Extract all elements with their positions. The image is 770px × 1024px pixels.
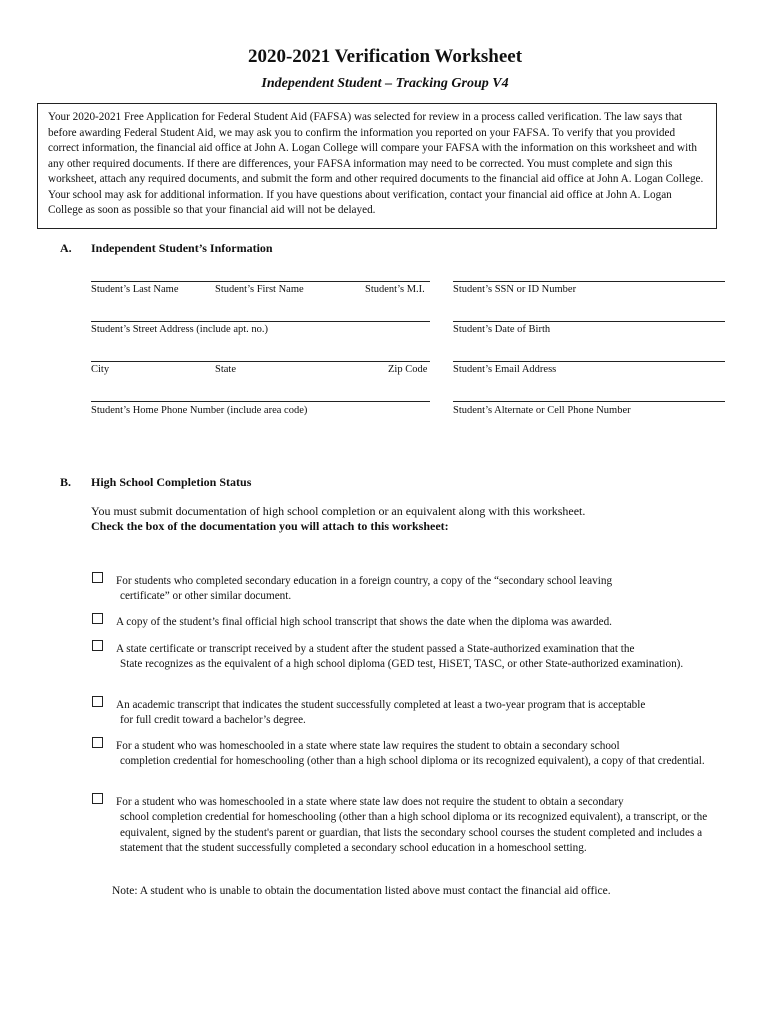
section-a-letter: A. xyxy=(60,241,72,255)
dob-label: Student’s Date of Birth xyxy=(453,324,551,335)
street-input-line[interactable] xyxy=(91,321,430,322)
ssn-input-line[interactable] xyxy=(453,281,725,282)
page-title: 2020-2021 Verification Worksheet xyxy=(247,46,523,67)
intro-box: Your 2020-2021 Free Application for Federal Student Aid (FAFSA) was selected for review in a process called verification. The law says that before awarding Federal Student Aid, we may ask you to confirm the information you reported on your FAFSA. To verify that you provided correct information, the financial aid office at John A. Logan College will compare your FAFSA with the information on this worksheet and with any other required documents. If there are differences, your FAFSA information may need to be corrected. You must complete and sign this worksheet, attach any required documents, and submit the form and other required documents to the financial aid office at John A. Logan College. Your school may ask for additional information. If you have questions about verification, contact your financial aid office at John A. Logan College as soon as possible so that your financial aid will not be delayed. xyxy=(37,103,717,229)
last-name-label: Student’s Last Name xyxy=(91,284,179,295)
dob-input-line[interactable] xyxy=(453,321,725,322)
option-transcript-text: A copy of the student’s final official high school transcript that shows the date when the diploma was awarded. xyxy=(116,616,612,628)
city-label: City xyxy=(91,364,110,375)
alt-phone-label: Student’s Alternate or Cell Phone Number xyxy=(453,405,631,416)
ssn-label: Student’s SSN or ID Number xyxy=(453,284,577,295)
page-subtitle: Independent Student – Tracking Group V4 xyxy=(261,76,509,91)
option-state-certificate-text: A state certificate or transcript received by a student after the student passed a State-authorized examination that the State recognizes as the equivalent of a high school diploma (GED test, HiSET, TASC, or other State-authorized examination). xyxy=(116,643,684,671)
section-a-title: Independent Student’s Information xyxy=(91,241,273,255)
option-homeschool-credential-checkbox[interactable] xyxy=(92,737,103,748)
mi-label: Student’s M.I. xyxy=(365,284,425,295)
email-input-line[interactable] xyxy=(453,361,725,362)
city-state-zip-input-line[interactable] xyxy=(91,361,430,362)
option-homeschool-credential-text: For a student who was homeschooled in a state where state law requires the student to obtain a secondary school completion credential for homeschooling (other than a high school diploma or its recognized equivalent), a copy of that credential. xyxy=(116,740,705,768)
state-label: State xyxy=(215,364,236,375)
option-foreign-checkbox[interactable] xyxy=(92,572,103,583)
option-academic-transcript-checkbox[interactable] xyxy=(92,696,103,707)
option-transcript-checkbox[interactable] xyxy=(92,613,103,624)
option-homeschool-transcript-checkbox[interactable] xyxy=(92,793,103,804)
option-academic-transcript-text: An academic transcript that indicates the student successfully completed at least a two-year program that is acceptable for full credit toward a bachelor’s degree. xyxy=(116,699,646,727)
section-b-title: High School Completion Status xyxy=(91,475,252,489)
street-label: Student’s Street Address (include apt. no.) xyxy=(91,324,269,335)
zip-label: Zip Code xyxy=(388,364,428,375)
home-phone-input-line[interactable] xyxy=(91,401,430,402)
option-homeschool-transcript-text: For a student who was homeschooled in a state where state law does not require the student to obtain a secondary school completion credential for homeschooling (other than a high school diploma or its recognized equivalent), a transcript, or the equivalent, signed by the student's parent or guardian, that lists the secondary school courses the student completed and includes a statement that the student successfully completed a secondary school education in a homeschool setting. xyxy=(116,796,708,854)
section-b-instruction: You must submit documentation of high school completion or an equivalent along with this worksheet. xyxy=(91,504,586,518)
name-input-line[interactable] xyxy=(91,281,430,282)
home-phone-label: Student’s Home Phone Number (include area code) xyxy=(91,405,308,416)
option-foreign-text: For students who completed secondary education in a foreign country, a copy of the “secondary school leaving certificate” or other similar document. xyxy=(116,575,613,603)
email-label: Student’s Email Address xyxy=(453,364,557,375)
section-b-check-instruction: Check the box of the documentation you will attach to this worksheet: xyxy=(91,519,449,533)
first-name-label: Student’s First Name xyxy=(215,284,304,295)
option-state-certificate-checkbox[interactable] xyxy=(92,640,103,651)
note-text: Note: A student who is unable to obtain the documentation listed above must contact the financial aid office. xyxy=(112,885,611,897)
section-b-letter: B. xyxy=(60,475,72,489)
alt-phone-input-line[interactable] xyxy=(453,401,725,402)
